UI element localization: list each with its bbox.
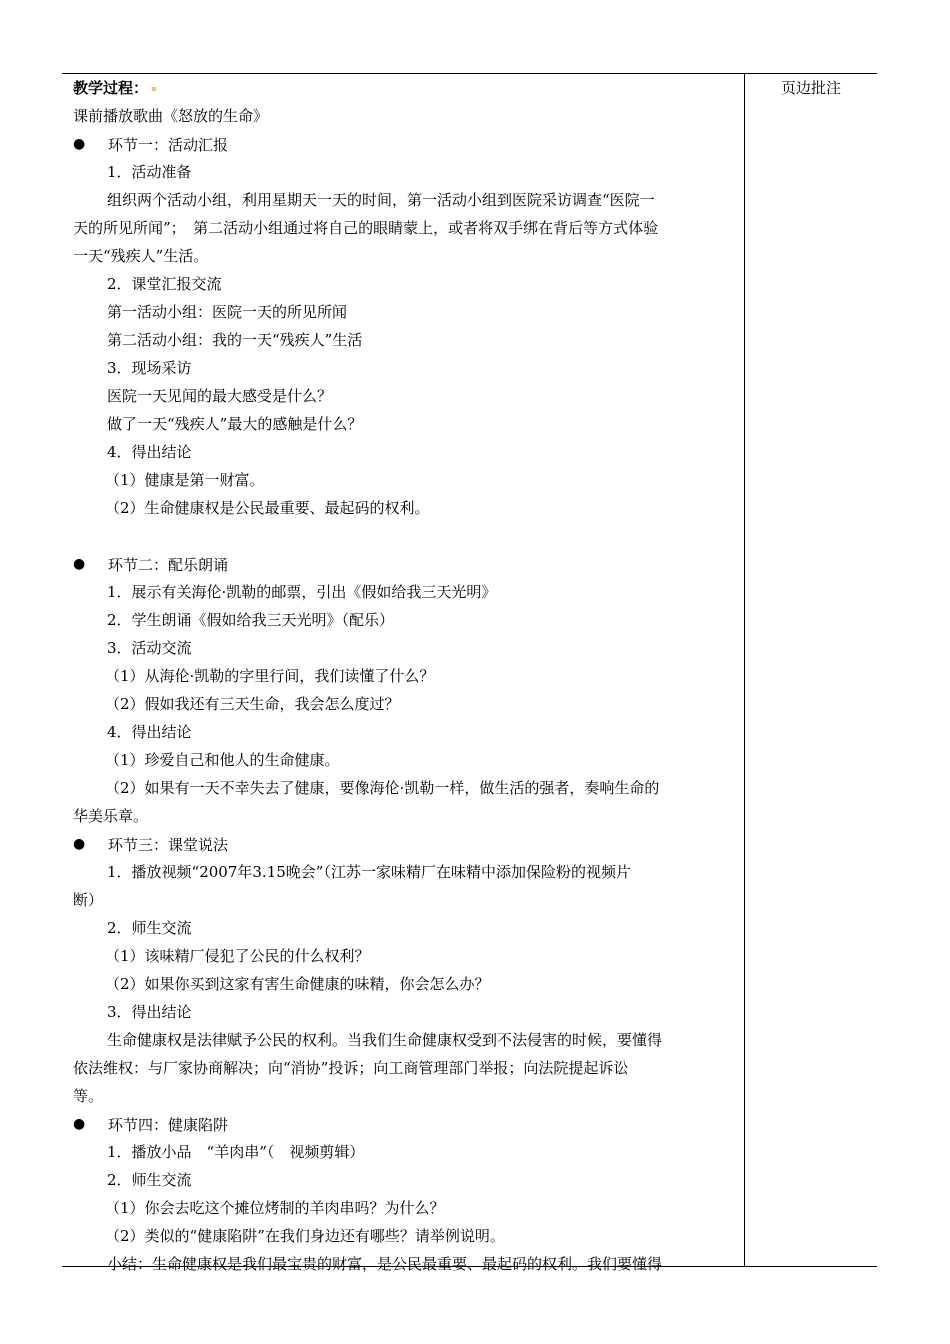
- list-item: （1）从海伦·凯勒的字里行间，我们读懂了什么？: [105, 667, 435, 685]
- list-item: （1）健康是第一财富。: [105, 471, 265, 489]
- paragraph-line: 依法维权：与厂家协商解决；向“消协”投诉；向工商管理部门举报；向法院提起诉讼: [73, 1059, 629, 1077]
- list-item: 2．师生交流: [107, 1171, 192, 1189]
- list-item: 医院一天见闻的最大感受是什么？: [107, 387, 333, 405]
- list-item: （2）如果你买到这家有害生命健康的味精，你会怎么办？: [105, 975, 490, 993]
- margin-notes-header: 页边批注: [780, 79, 841, 97]
- list-item: 第一活动小组：医院一天的所见所闻: [107, 303, 348, 321]
- section-heading-text: 环节四：健康陷阱: [108, 1115, 229, 1134]
- list-item: 做了一天“残疾人”最大的感触是什么？: [107, 415, 363, 433]
- list-item: （1）该味精厂侵犯了公民的什么权利？: [105, 947, 370, 965]
- section-heading-3: [73, 830, 737, 858]
- bullet-icon: ●: [73, 136, 86, 152]
- blank-line: [73, 522, 737, 550]
- bullet-icon: ●: [73, 836, 86, 852]
- list-item: （2）生命健康权是公民最重要、最起码的权利。: [105, 499, 430, 517]
- paragraph-line: 组织两个活动小组，利用星期天一天的时间，第一活动小组到医院采访调查“医院一: [107, 191, 655, 209]
- list-item: 3．得出结论: [107, 1003, 192, 1021]
- bullet-icon: ●: [73, 1116, 86, 1132]
- list-item: 1．展示有关海伦·凯勒的邮票，引出《假如给我三天光明》: [107, 583, 497, 601]
- summary-line: 小结：生命健康权是我们最宝贵的财富，是公民最重要、最起码的权利。我们要懂得: [107, 1255, 663, 1273]
- list-item: 1．活动准备: [107, 163, 192, 181]
- list-item: 2．师生交流: [107, 919, 192, 937]
- list-item: （1）你会去吃这个摊位烤制的羊肉串吗？为什么？: [105, 1199, 445, 1217]
- paragraph-line: 1．播放视频“2007年3.15晚会”（江苏一家味精厂在味精中添加保险粉的视频片: [107, 863, 631, 881]
- edit-mark-icon: [152, 87, 156, 91]
- list-item: （2）类似的“健康陷阱”在我们身边还有哪些？请举例说明。: [105, 1227, 505, 1245]
- list-item: 2．学生朗诵《假如给我三天光明》（配乐）: [107, 611, 395, 629]
- paragraph-line: 生命健康权是法律赋予公民的权利。当我们生命健康权受到不法侵害的时候，要懂得: [107, 1031, 663, 1049]
- section-title: [73, 74, 737, 102]
- teaching-process-column: [73, 74, 737, 1278]
- section-heading-1: [73, 130, 737, 158]
- list-item: （2）假如我还有三天生命，我会怎么度过？: [105, 695, 400, 713]
- paragraph-line: 等。: [73, 1087, 104, 1105]
- list-item: 4．得出结论: [107, 723, 192, 741]
- list-item: 3．现场采访: [107, 359, 192, 377]
- paragraph-line: 断）: [73, 891, 104, 909]
- list-item: （1）珍爱自己和他人的生命健康。: [105, 751, 340, 769]
- column-divider: [744, 73, 745, 1267]
- section-title-text: 教学过程：: [73, 79, 149, 97]
- list-item: 1．播放小品 “羊肉串”（ 视频剪辑）: [107, 1143, 365, 1161]
- paragraph-line: 一天“残疾人”生活。: [73, 247, 209, 265]
- list-item: 2．课堂汇报交流: [107, 275, 222, 293]
- section-heading-text: 环节二：配乐朗诵: [108, 555, 229, 574]
- paragraph-line: 天的所见所闻”； 第二活动小组通过将自己的眼睛蒙上，或者将双手绑在背后等方式体验: [73, 219, 659, 237]
- section-heading-4: [73, 1110, 737, 1138]
- paragraph-line: （2）如果有一天不幸失去了健康，要像海伦·凯勒一样，做生活的强者，奏响生命的: [105, 779, 660, 797]
- list-item: 3．活动交流: [107, 639, 192, 657]
- section-heading-text: 环节一：活动汇报: [108, 135, 229, 154]
- section-heading-text: 环节三：课堂说法: [108, 835, 229, 854]
- intro-line: 课前播放歌曲《怒放的生命》: [73, 107, 269, 125]
- section-heading-2: [73, 550, 737, 578]
- paragraph-line: 华美乐章。: [73, 807, 149, 825]
- list-item: 4．得出结论: [107, 443, 192, 461]
- bullet-icon: ●: [73, 556, 86, 572]
- list-item: 第二活动小组：我的一天“残疾人”生活: [107, 331, 363, 349]
